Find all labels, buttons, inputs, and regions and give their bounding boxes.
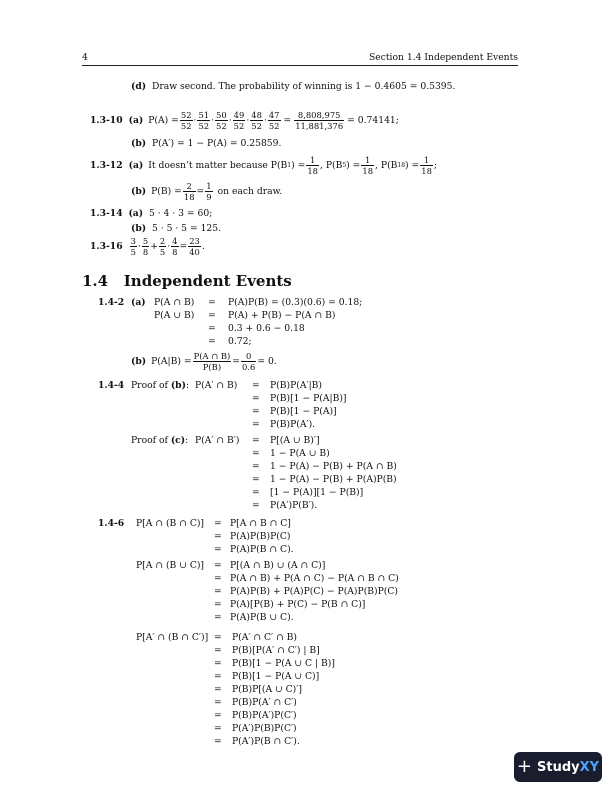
fraction: $\frac{48}{52}$ <box>251 110 262 131</box>
rhs: P(A′ ∩ C′ ∩ B) <box>232 632 298 643</box>
equals: = <box>252 419 260 430</box>
fraction: $\frac{51}{52}$ <box>198 110 210 131</box>
problem-1-3-12-b: (b) P(B) = $\frac{2}{18}$ = $\frac{1}{9}$ on each draw. <box>131 181 283 202</box>
rhs: 1 − P(A) − P(B) + P(A ∩ B) <box>270 461 397 472</box>
problem-1-4-4-number: 1.4-4 <box>98 380 125 391</box>
rhs: P(B)[1 − P(A ∪ C)] <box>232 671 320 682</box>
rhs: P(B)P(A′). <box>270 419 316 430</box>
problem-1-3-14-a: 1.3-14 (a) 5 · 4 · 3 = 60; <box>90 208 213 219</box>
equals: = <box>252 393 260 404</box>
proof-c-label: Proof of (c): <box>131 435 189 446</box>
lhs: P[A ∩ (B ∩ C)] <box>136 518 205 529</box>
equals: = <box>214 684 222 695</box>
part-d-label: (d) <box>131 81 147 92</box>
equals: = <box>214 531 222 542</box>
equals: = <box>214 586 222 597</box>
rhs: 1 − P(A ∪ B) <box>270 448 330 459</box>
rhs: P(A′)P(B)P(C′) <box>232 723 297 734</box>
equals: = <box>214 599 222 610</box>
running-title: Section 1.4 Independent Events <box>368 52 518 63</box>
problem-1-4-2-number: 1.4-2 <box>98 297 125 308</box>
equals: = <box>214 697 222 708</box>
rhs: [1 − P(A)][1 − P(B)] <box>270 487 364 498</box>
equals: = <box>208 297 216 308</box>
fraction: $\frac{49}{52}$ <box>233 110 245 131</box>
rhs: P[(A ∪ B)′] <box>270 435 320 446</box>
rhs: P(A)P(B)P(C) <box>230 531 291 542</box>
rhs: 0.72; <box>228 336 252 347</box>
proof-b-label: Proof of (b): <box>131 380 190 391</box>
rhs: 0.3 + 0.6 − 0.18 <box>228 323 305 334</box>
lhs: P(A) = <box>148 114 179 126</box>
equals: = <box>208 336 216 347</box>
lhs: P(A ∪ B) <box>154 310 195 321</box>
part-d-text: Draw second. The probability of winning is 1 − 0.4605 = 0.5395. <box>152 81 456 92</box>
section-heading: 1.4 Independent Events <box>82 272 292 290</box>
equals: = <box>252 406 260 417</box>
problem-number: 1.3-10 <box>90 114 123 126</box>
lhs: P[A ∩ (B ∪ C)] <box>136 560 205 571</box>
equals: = <box>214 560 222 571</box>
big-fraction: $\frac{8,808,975}{11,881,376}$ <box>295 110 344 131</box>
lhs: P(A′ ∩ B) <box>195 380 238 391</box>
equals: = <box>252 435 260 446</box>
lhs: P(A′ ∩ B′) <box>195 435 240 446</box>
rhs: P(A′)P(B′). <box>270 500 318 511</box>
rhs: P(A ∩ B) + P(A ∩ C) − P(A ∩ B ∩ C) <box>230 573 399 584</box>
lhs: P[A′ ∩ (B ∩ C′)] <box>136 632 209 643</box>
plus-icon: + <box>516 756 533 777</box>
rhs: P[A ∩ B ∩ C] <box>230 518 291 529</box>
header-rule <box>82 65 518 66</box>
rhs: P(A)P(B ∩ C). <box>230 544 294 555</box>
rhs: P(B)[1 − P(A ∪ C | B)] <box>232 658 335 669</box>
lhs: P(A ∩ B) <box>154 297 195 308</box>
equals: = <box>214 544 222 555</box>
rhs: P(B)P(A′ ∩ C′) <box>232 697 297 708</box>
equals: = <box>214 632 222 643</box>
fraction: $\frac{47}{52}$ <box>268 110 280 131</box>
problem-1-3-14-b: (b) 5 · 5 · 5 = 125. <box>131 223 222 234</box>
rhs: P(B)P(A′|B) <box>270 380 323 391</box>
page-number: 4 <box>82 52 88 63</box>
problem-1-4-2-a: (a) <box>131 297 146 308</box>
equals: = <box>252 380 260 391</box>
rhs: P(A)P(B ∪ C). <box>230 612 294 623</box>
rhs: P(B)[P(A′ ∩ C′) | B] <box>232 645 320 656</box>
studyxy-logo[interactable]: + StudyXY <box>514 752 602 782</box>
equals: = <box>252 500 260 511</box>
rhs: P(A′)P(B ∩ C′). <box>232 736 300 747</box>
equals: = <box>214 723 222 734</box>
fraction: $\frac{50}{52}$ <box>216 110 227 131</box>
result: = 0.74141; <box>347 114 399 126</box>
problem-1-3-16: 1.3-16 $\frac{3}{5}$ · $\frac{5}{8}$ + $\frac{2}{5}$ · $\frac{4}{8}$ = $\frac{23}{40}$ . <box>90 236 205 257</box>
equals: = <box>214 612 222 623</box>
equals: = <box>214 645 222 656</box>
equals: = <box>252 448 260 459</box>
equals: = <box>252 461 260 472</box>
rhs: P(B)[1 − P(A)] <box>270 406 337 417</box>
rhs: P(B)P(A′)P(C′) <box>232 710 297 721</box>
equals: = <box>214 736 222 747</box>
rhs: P(B)P[(A ∪ C)′] <box>232 684 302 695</box>
rhs: P(A)[P(B) + P(C) − P(B ∩ C)] <box>230 599 366 610</box>
rhs: P[(A ∩ B) ∪ (A ∩ C)] <box>230 560 326 571</box>
equals: = <box>214 710 222 721</box>
equals: = <box>214 658 222 669</box>
part-label: (a) <box>128 114 144 126</box>
equals: = <box>214 671 222 682</box>
problem-1-3-10-a: 1.3-10 (a) P(A) = $\frac{52}{52}$ · $\frac{51}{52}$ · $\frac{50}{52}$ · $\frac{49}{52}$ · $\frac{48}{52}$ · $\frac{47}{52}$ = $\frac{8,808,975}{11,881,376}$ = 0.74141; <box>90 110 399 131</box>
rhs: P(A) + P(B) − P(A ∩ B) <box>228 310 336 321</box>
equals: = <box>252 474 260 485</box>
equals: = <box>252 487 260 498</box>
rhs: P(A)P(B) = (0.3)(0.6) = 0.18; <box>228 297 363 308</box>
rhs: P(A)P(B) + P(A)P(C) − P(A)P(B)P(C) <box>230 586 398 597</box>
problem-1-3-12-a: 1.3-12 (a) It doesn’t matter because P(B 1 ) = $\frac{1}{18}$ , P(B 5 ) = $\frac{1}{18}$ , P(B 18 ) = $\frac{1}{18}$ ; <box>90 155 438 176</box>
rhs: P(B)[1 − P(A|B)] <box>270 393 347 404</box>
problem-1-4-6-number: 1.4-6 <box>98 518 125 529</box>
equals: = <box>214 573 222 584</box>
equals: = <box>214 518 222 529</box>
equals: = <box>208 323 216 334</box>
fraction: $\frac{52}{52}$ <box>180 110 192 131</box>
problem-1-3-10-b: (b) P(A′) = 1 − P(A) = 0.25859. <box>131 138 282 149</box>
equals: = <box>208 310 216 321</box>
problem-1-4-2-b: (b) P(A|B) = $\frac{P(A \cap B)}{P(B)}$ = $\frac{0}{0.6}$ = 0. <box>131 351 277 372</box>
rhs: 1 − P(A) − P(B) + P(A)P(B) <box>270 474 397 485</box>
